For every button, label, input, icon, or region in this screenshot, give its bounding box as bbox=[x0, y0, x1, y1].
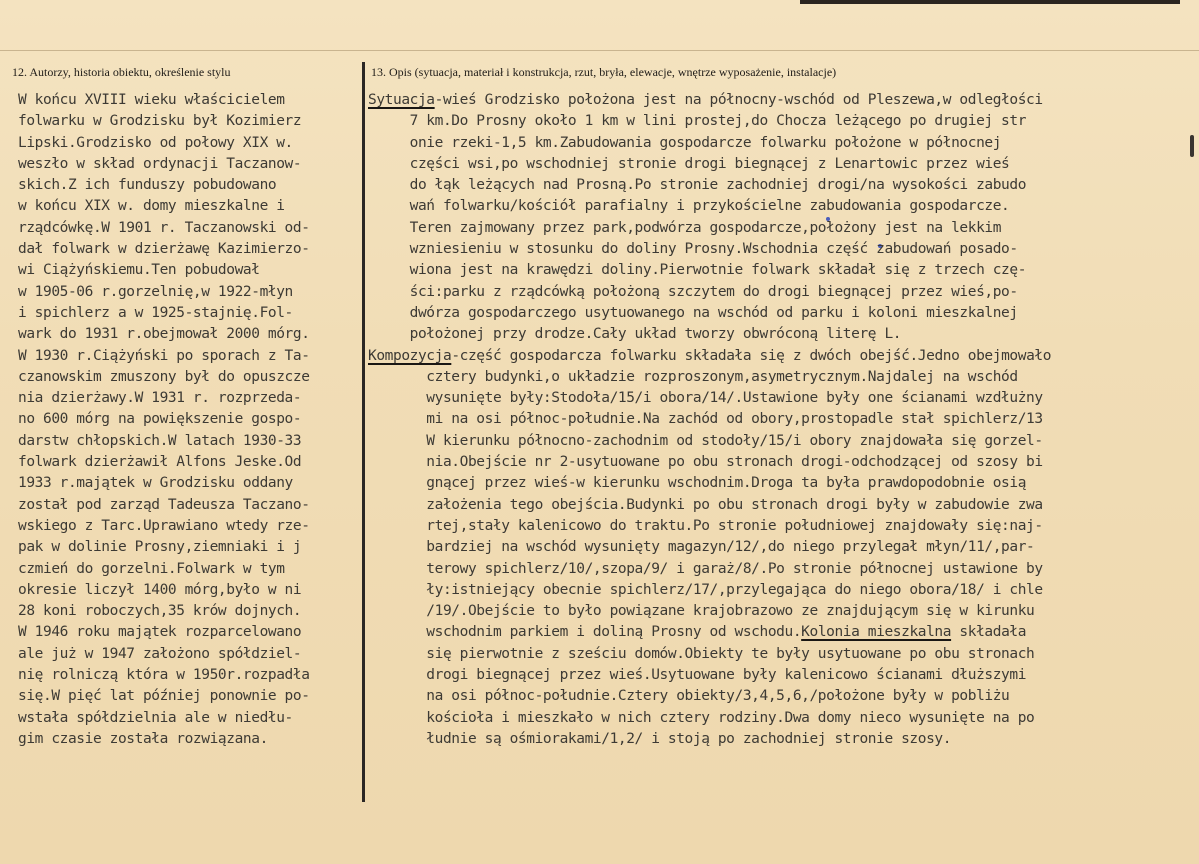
history-line: czanowskim zmuszony był do opuszcze bbox=[18, 368, 310, 385]
description-text-run: /19/.Obejście to było powiązane krajobrazowo ze znajdującym się w kirunku bbox=[368, 603, 1035, 620]
description-line bbox=[368, 282, 1051, 303]
description-text-run: składała bbox=[951, 624, 1027, 641]
history-line: 28 koni roboczych,35 krów dojnych. bbox=[18, 603, 302, 620]
description-text-run: mi na osi północ-południe.Na zachód od obory,prostopadle stał spichlerz/13 bbox=[368, 411, 1043, 428]
description-text-run: terowy spichlerz/10/,szopa/9/ i garaż/8/.Po stronie północnej ustawione by bbox=[368, 560, 1043, 577]
description-line bbox=[368, 516, 1051, 537]
history-line: darstw chłopskich.W latach 1930-33 bbox=[18, 432, 302, 449]
section-label: Sytuacja bbox=[368, 92, 435, 108]
history-text bbox=[18, 90, 310, 750]
description-line bbox=[368, 686, 1051, 707]
description-line bbox=[368, 473, 1051, 494]
top-rule bbox=[0, 50, 1199, 51]
description-line bbox=[368, 537, 1051, 558]
description-line bbox=[368, 111, 1051, 132]
description-text bbox=[368, 90, 1051, 750]
history-line: nię rolniczą która w 1950r.rozpadła bbox=[18, 667, 310, 684]
history-line: W końcu XVIII wieku właścicielem bbox=[18, 92, 285, 108]
description-text-run: gnącej przez wieś-w kierunku wschodnim.Droga ta była prawdopodobnie osią bbox=[368, 475, 1027, 492]
description-line bbox=[368, 324, 1051, 345]
section-13-header: 13. Opis (sytuacja, materiał i konstrukcja, rzut, bryła, elewacje, wnętrze wyposażenie, instalacje) bbox=[371, 65, 837, 79]
history-line: wstała spółdzielnia ale w niedłu- bbox=[18, 709, 293, 726]
description-text-run: 7 km.Do Prosny około 1 km w lini prostej,do Chocza leżącego po drugiej str bbox=[368, 113, 1027, 130]
description-line bbox=[368, 644, 1051, 665]
description-line bbox=[368, 154, 1051, 175]
history-line: no 600 mórg na powiększenie gospo- bbox=[18, 411, 302, 428]
description-text-run: wysunięte były:Stodoła/15/i obora/14/.Ustawione były one ścianami wzdłużny bbox=[368, 390, 1043, 407]
history-line: Lipski.Grodzisko od połowy XIX w. bbox=[18, 134, 293, 151]
description-text-run: położonej przy drodze.Cały układ tworzy obwróconą literę L. bbox=[368, 326, 902, 343]
description-text-run: bardziej na wschód wysunięty magazyn/12/,do niego przylegał młyn/11/,par- bbox=[368, 539, 1035, 556]
description-text-run: onie rzeki-1,5 km.Zabudowania gospodarcze folwarku położone w północnej bbox=[368, 134, 1002, 151]
description-text-run: rtej,stały kalenicowo do traktu.Po stronie południowej znajdowały się:naj- bbox=[368, 517, 1043, 534]
description-text-run: W kierunku północno-zachodnim od stodoły/15/i obory znajdowała się gorzel- bbox=[368, 432, 1043, 449]
history-line: W 1946 roku majątek rozparcelowano bbox=[18, 624, 302, 641]
description-line bbox=[368, 665, 1051, 686]
description-line bbox=[368, 90, 1051, 111]
history-line: się.W pięć lat później ponownie po- bbox=[18, 688, 310, 705]
description-text-run: łudnie są ośmiorakami/1,2/ i stoją po zachodniej stronie szosy. bbox=[368, 730, 952, 747]
description-text-run: -wieś Grodzisko położona jest na północny-wschód od Pleszewa,w odległości bbox=[434, 92, 1043, 108]
description-line bbox=[368, 622, 1051, 643]
description-text-run: wzniesieniu w stosunku do doliny Prosny.Wschodnia część zabudowań posado- bbox=[368, 241, 1018, 258]
history-line: wi Ciążyńskiemu.Ten pobudował bbox=[18, 262, 260, 279]
description-text-run: nia.Obejście nr 2-usytuowane po obu stronach drogi-odchodzącej od szosy bi bbox=[368, 454, 1043, 471]
description-text-run: -część gospodarcza folwarku składała się z dwóch obejść.Jedno obejmowało bbox=[451, 347, 1052, 364]
description-text-run: Teren zajmowany przez park,podwórza gospodarcze,położony jest na lekkim bbox=[368, 219, 1002, 236]
description-line bbox=[368, 559, 1051, 580]
history-line: folwark dzierżawił Alfons Jeske.Od bbox=[18, 454, 302, 471]
margin-mark bbox=[1190, 135, 1194, 157]
history-line: gim czasie została rozwiązana. bbox=[18, 730, 268, 747]
history-line: folwarku w Grodzisku był Kozimierz bbox=[18, 113, 302, 130]
column-divider bbox=[362, 62, 365, 802]
description-line bbox=[368, 218, 1051, 239]
description-line bbox=[368, 367, 1051, 388]
description-line bbox=[368, 729, 1051, 750]
history-line: nia dzierżawy.W 1931 r. rozprzeda- bbox=[18, 390, 302, 407]
description-text-run: wschodnim parkiem i doliną Prosny od wschodu. bbox=[368, 624, 802, 641]
history-line: i spichlerz a w 1925-stajnię.Fol- bbox=[18, 304, 293, 321]
description-line bbox=[368, 708, 1051, 729]
history-line: W 1930 r.Ciążyński po sporach z Ta- bbox=[18, 347, 310, 364]
description-line bbox=[368, 260, 1051, 281]
description-line bbox=[368, 175, 1051, 196]
history-line: dał folwark w dzierżawę Kazimierzo- bbox=[18, 241, 310, 258]
description-text-run: kościoła i mieszkało w nich cztery rodziny.Dwa domy nieco wysunięte na po bbox=[368, 709, 1035, 726]
history-line: w 1905-06 r.gorzelnię,w 1922-młyn bbox=[18, 283, 293, 300]
description-text-run: ły:istniejący obecnie spichlerz/17/,przylegająca do niego obora/18/ i chle bbox=[368, 581, 1043, 598]
description-text-run: dwórza gospodarczego usytuowanego na wschód od parku i koloni mieszkalnej bbox=[368, 304, 1018, 321]
description-text-run: wiona jest na krawędzi doliny.Pierwotnie folwark składał się z trzech czę- bbox=[368, 262, 1027, 279]
description-line bbox=[368, 601, 1051, 622]
description-text-run: do łąk leżących nad Prosną.Po stronie zachodniej drogi/na wysokości zabudo bbox=[368, 177, 1027, 194]
history-line: pak w dolinie Prosny,ziemniaki i j bbox=[18, 539, 302, 556]
description-text-run: się pierwotnie z sześciu domów.Obiekty te były usytuowane po obu stronach bbox=[368, 645, 1035, 662]
history-line: skich.Z ich funduszy pobudowano bbox=[18, 177, 277, 194]
description-text-run: części wsi,po wschodniej stronie drogi biegnącej z Lenartowic przez wieś bbox=[368, 155, 1010, 172]
history-line: ale już w 1947 założono spółdziel- bbox=[18, 645, 302, 662]
description-line bbox=[368, 409, 1051, 430]
description-line bbox=[368, 303, 1051, 324]
history-line: 1933 r.majątek w Grodzisku oddany bbox=[18, 475, 293, 492]
description-text-run: cztery budynki,o układzie rozproszonym,asymetrycznym.Najdalej na wschód bbox=[368, 368, 1018, 385]
section-12-header: 12. Autorzy, historia obiektu, określenie stylu bbox=[12, 65, 231, 79]
description-text-run: na osi północ-południe.Cztery obiekty/3,4,5,6,/położone były w pobliżu bbox=[368, 688, 1010, 705]
history-line: został pod zarząd Tadeusza Taczano- bbox=[18, 496, 310, 513]
description-line bbox=[368, 239, 1051, 260]
description-text-run: wań folwarku/kościół parafialny i przykościelne zabudowania gospodarcze. bbox=[368, 198, 1010, 215]
description-line bbox=[368, 346, 1051, 367]
description-text-run: drogi biegnącej przez wieś.Usytuowane były kalenicowo ścianami dłuższymi bbox=[368, 667, 1027, 684]
history-line: wark do 1931 r.obejmował 2000 mórg. bbox=[18, 326, 310, 343]
top-edge-mark bbox=[800, 0, 1180, 4]
description-line bbox=[368, 495, 1051, 516]
description-text-run: ści:parku z rządcówką położoną szczytem do drogi biegnącej przez wieś,po- bbox=[368, 283, 1018, 300]
section-label: Kolonia mieszkalna bbox=[801, 624, 952, 641]
description-line bbox=[368, 196, 1051, 217]
description-text-run: założenia tego obejścia.Budynki po obu stronach drogi były w zabudowie zwa bbox=[368, 496, 1043, 513]
history-line: w końcu XIX w. domy mieszkalne i bbox=[18, 198, 285, 215]
description-line bbox=[368, 452, 1051, 473]
description-line bbox=[368, 133, 1051, 154]
history-line: weszło w skład ordynacji Taczanow- bbox=[18, 155, 302, 172]
description-line bbox=[368, 388, 1051, 409]
history-line: rządcówkę.W 1901 r. Taczanowski od- bbox=[18, 219, 310, 236]
history-line: okresie liczył 1400 mórg,było w ni bbox=[18, 581, 302, 598]
history-line: czmień do gorzelni.Folwark w tym bbox=[18, 560, 285, 577]
section-label: Kompozycja bbox=[368, 347, 452, 364]
description-line bbox=[368, 580, 1051, 601]
history-line: wskiego z Tarc.Uprawiano wtedy rze- bbox=[18, 517, 310, 534]
description-line bbox=[368, 431, 1051, 452]
